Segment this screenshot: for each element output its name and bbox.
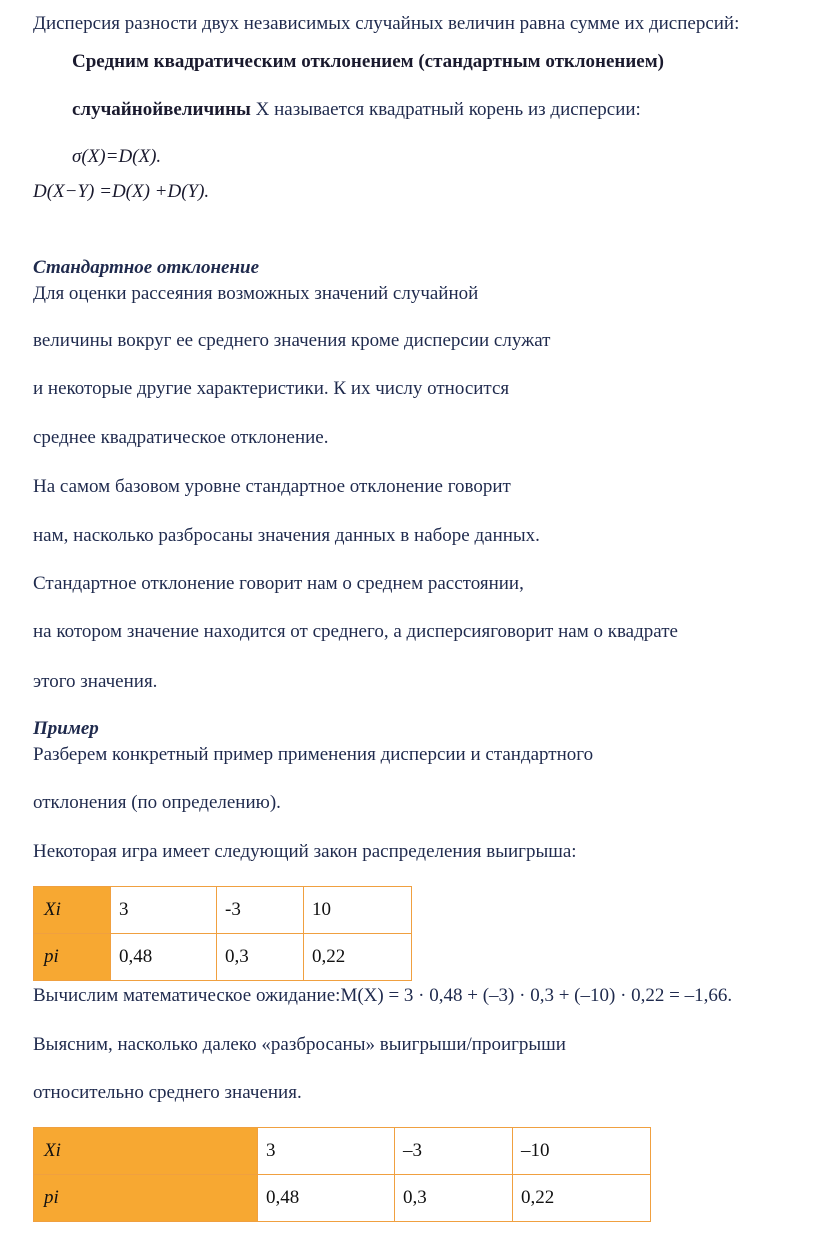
table-cell: 0,3 xyxy=(217,934,304,981)
definition-bold-line: Средним квадратическим отклонением (стандартным отклонением) xyxy=(72,51,665,72)
paragraph-line: относительно среднего значения. xyxy=(33,1082,302,1103)
formula-sigma: σ(X)=D(X). xyxy=(72,146,162,167)
paragraph-line: этого значения. xyxy=(33,671,158,692)
table-cell: 3 xyxy=(111,887,217,934)
distribution-table-1 xyxy=(33,886,412,981)
definition-text: X называется квадратный корень из дисперсии: xyxy=(250,99,641,120)
table-row xyxy=(34,1175,651,1222)
table-header-cell: Xi xyxy=(34,887,111,934)
paragraph-line: Разберем конкретный пример применения дисперсии и стандартного xyxy=(33,744,594,765)
table-header-cell: Xi xyxy=(34,1128,258,1175)
table-header-cell: pi xyxy=(34,1175,258,1222)
table-cell: 0,48 xyxy=(111,934,217,981)
paragraph-line: Выясним, насколько далеко «разбросаны» выигрыши/проигрыши xyxy=(33,1034,566,1055)
definition-term: случайнойвеличины xyxy=(72,99,251,120)
table-cell: 3 xyxy=(258,1128,395,1175)
distribution-table-2 xyxy=(33,1127,651,1222)
table-cell: 0,3 xyxy=(395,1175,513,1222)
paragraph-line: и некоторые другие характеристики. К их числу относится xyxy=(33,378,510,399)
table-header-cell: pi xyxy=(34,934,111,981)
paragraph-line: нам, насколько разбросаны значения данных в наборе данных. xyxy=(33,525,540,546)
intro-line: Дисперсия разности двух независимых случайных величин равна сумме их дисперсий: xyxy=(33,13,740,34)
paragraph-line: На самом базовом уровне стандартное отклонение говорит xyxy=(33,476,511,497)
paragraph-line: среднее квадратическое отклонение. xyxy=(33,427,329,448)
formula-variance-diff: D(X−Y) =D(X) +D(Y). xyxy=(33,181,210,202)
table-cell: 0,22 xyxy=(304,934,412,981)
paragraph-line: Стандартное отклонение говорит нам о среднем расстоянии, xyxy=(33,573,524,594)
paragraph-line: Некоторая игра имеет следующий закон распределения выигрыша: xyxy=(33,841,577,862)
table-cell: 0,48 xyxy=(258,1175,395,1222)
table-cell: 10 xyxy=(304,887,412,934)
expectation-line: Вычислим математическое ожидание:M(X) = 3 · 0,48 + (–3) · 0,3 + (–10) · 0,22 = –1,66. xyxy=(33,985,733,1006)
table-cell: -3 xyxy=(217,887,304,934)
section-heading-example: Пример xyxy=(33,718,99,739)
table-cell: –10 xyxy=(513,1128,651,1175)
paragraph-line: на котором значение находится от среднего, а дисперсияговорит нам о квадрате xyxy=(33,621,678,642)
paragraph-line: отклонения (по определению). xyxy=(33,792,281,813)
table-row xyxy=(34,1128,651,1175)
table-row xyxy=(34,887,412,934)
table-cell: 0,22 xyxy=(513,1175,651,1222)
paragraph-line: величины вокруг ее среднего значения кроме дисперсии служат xyxy=(33,330,551,351)
section-heading-std: Стандартное отклонение xyxy=(33,257,260,278)
table-row xyxy=(34,934,412,981)
paragraph-line: Для оценки рассеяния возможных значений случайной xyxy=(33,283,479,304)
table-cell: –3 xyxy=(395,1128,513,1175)
definition-line xyxy=(72,98,641,122)
